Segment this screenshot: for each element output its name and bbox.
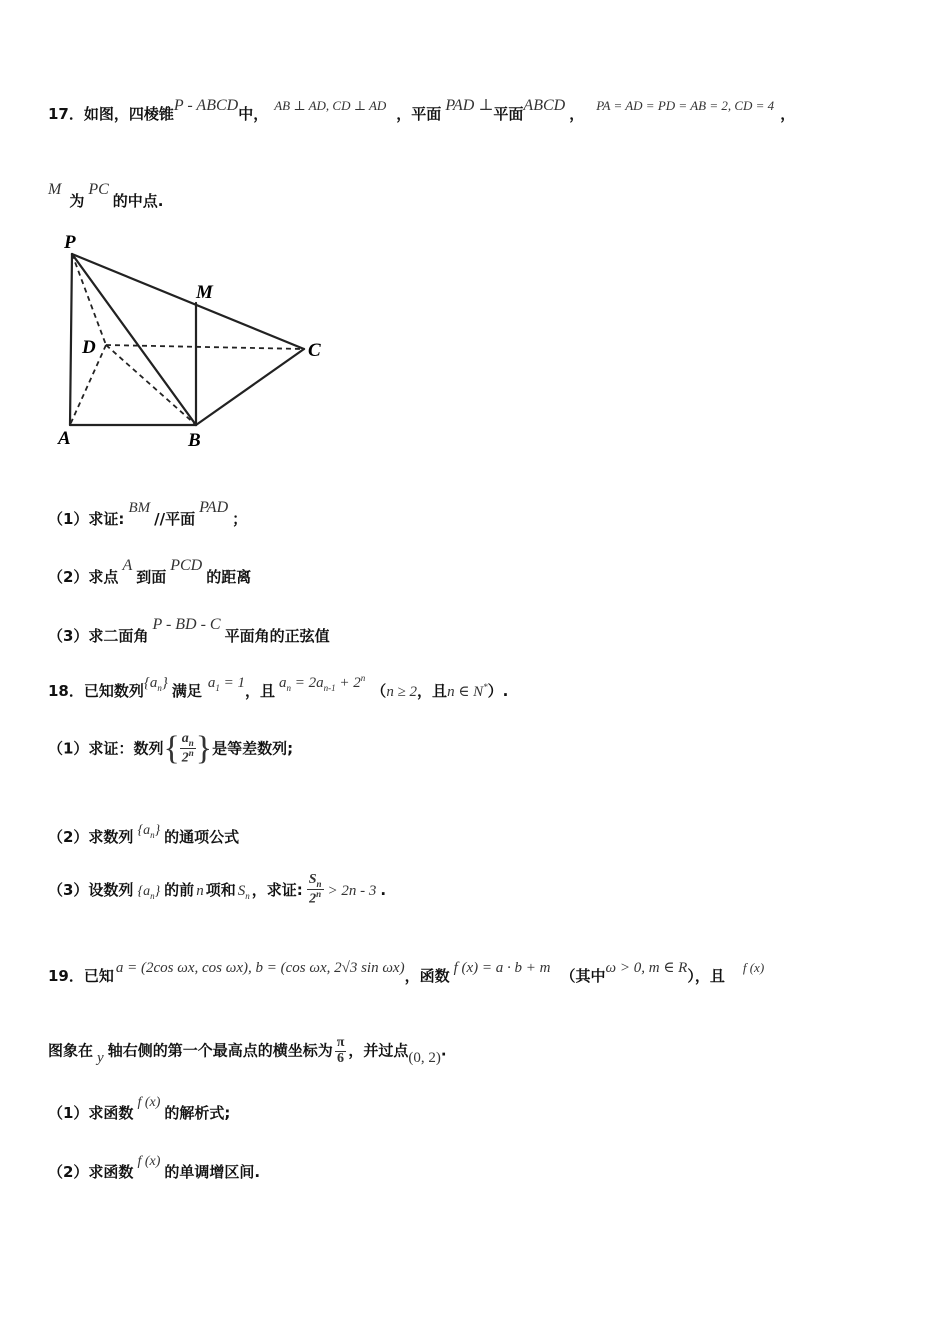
q18-cond2-text: n ∈ N	[447, 684, 484, 700]
q18-rec-sub: n-1	[323, 683, 336, 693]
q17-text: ，	[780, 105, 796, 123]
label-d: D	[82, 337, 96, 358]
q18-text: ）.	[487, 682, 509, 700]
q19-text: 轴右侧的第一个最高点的横坐标为	[107, 1041, 333, 1060]
q18-text: ，且	[245, 682, 276, 700]
q18-part2-seq-sub: n	[150, 829, 155, 840]
q18-part3-num: S	[308, 872, 317, 887]
q18-text: 的通项公式	[164, 828, 240, 846]
q17-part3	[48, 613, 330, 645]
q17-text: //平面	[154, 510, 196, 528]
q18-part1-den: 2	[181, 750, 189, 766]
q17-text: 中，	[238, 105, 269, 123]
q18-rec-plus: + 2	[339, 675, 361, 691]
q17-part3-label: （3）求二面角	[48, 627, 149, 645]
q19-line1	[48, 960, 765, 986]
q19-number: 19．	[48, 967, 84, 985]
q18-text: ，且	[417, 682, 448, 700]
q18-text: （	[371, 682, 387, 700]
label-b: B	[188, 430, 201, 451]
q17-text: 平面	[493, 105, 524, 123]
q18-part3-seq: $\{a_n\}$	[137, 883, 161, 901]
q17-text: 如图，四棱锥	[83, 105, 174, 123]
q18-part3-fraction	[307, 873, 324, 908]
q17-part3-angle: P - BD - C	[152, 616, 221, 633]
q18-recurrence	[279, 675, 365, 691]
q19-vectors: a = (2cos ωx, cos ωx), b = (cos ωx, 2√3 sin ωx)	[115, 960, 405, 976]
q18-seq-a: a	[149, 675, 158, 691]
q19-text: 图象在	[48, 1041, 94, 1060]
q17-line1	[48, 97, 796, 124]
q19-part1-label: （1）求函数	[48, 1104, 134, 1122]
q17-part1-label: （1）求证:	[48, 510, 125, 528]
q18-part3-n: n	[196, 882, 204, 899]
q17-part1-bm: BM	[128, 500, 151, 516]
q18-init	[208, 675, 245, 691]
q19-part2-label: （2）求函数	[48, 1163, 134, 1181]
edge-dc	[106, 345, 304, 349]
q19-text: 已知	[83, 967, 114, 985]
q17-part2	[48, 554, 252, 586]
q19-text: 的单调增区间.	[164, 1163, 261, 1181]
q18-text: 项和	[205, 880, 236, 899]
edge-pa	[70, 254, 72, 425]
q18-part3-seq-a: a	[143, 883, 151, 899]
q18-part2-seq-a: a	[143, 823, 151, 838]
q18-part3-s: S	[237, 882, 246, 899]
q17-plane2: ABCD	[523, 97, 566, 114]
q17-perp-condition: AB ⊥ AD, CD ⊥ AD	[274, 98, 387, 113]
q19-text: 的解析式;	[164, 1104, 231, 1122]
q17-part1	[48, 496, 248, 528]
q18-part2	[48, 818, 240, 846]
edge-db	[106, 345, 196, 425]
q18-part3	[48, 873, 386, 908]
q18-text: 是等差数列;	[212, 739, 294, 758]
q17-part2-a: A	[122, 557, 133, 574]
q18-cond1: n ≥ 2	[386, 684, 418, 700]
q19-six: 6	[337, 1050, 345, 1066]
q18-init-a: a	[207, 675, 216, 691]
q17-number: 17．	[48, 105, 84, 123]
q18-part3-sn	[238, 883, 250, 899]
q18-part1-brace-close: }	[195, 730, 213, 767]
q18-init-sub: 1	[215, 683, 220, 693]
q18-text: 的前	[164, 880, 195, 899]
q19-text: （其中	[560, 967, 606, 985]
label-m: M	[196, 282, 213, 303]
q17-text: 为	[69, 192, 85, 210]
q18-init-val: = 1	[223, 675, 246, 691]
q19-part2-fx: f (x)	[137, 1154, 161, 1169]
q18-part1-den-exp: n	[188, 747, 194, 758]
label-a: A	[58, 428, 71, 449]
q18-text: 满足	[171, 682, 202, 700]
q18-rec-exp: n	[360, 673, 366, 683]
q17-text: ，	[569, 105, 585, 123]
q17-text: 平面角的正弦值	[224, 627, 330, 645]
edge-bc	[196, 349, 304, 425]
q17-part2-label: （2）求点	[48, 568, 119, 586]
q18-part1	[48, 730, 293, 768]
q19-part1	[48, 1090, 231, 1122]
q18-rec-lhs: a	[279, 675, 287, 691]
q17-line2	[48, 178, 164, 210]
q17-text: 到面	[136, 568, 167, 586]
q18-part1-label: （1）求证：数列	[48, 739, 164, 758]
q18-text: ，求证:	[251, 880, 303, 899]
q17-text: 的中点.	[112, 192, 164, 210]
q19-fraction	[335, 1036, 347, 1066]
q19-part1-fx: f (x)	[137, 1095, 161, 1110]
edge-pd	[72, 254, 106, 345]
q18-rec-mid: = 2a	[294, 675, 324, 691]
q18-part3-rhs: > 2n - 3	[327, 882, 377, 899]
q19-line2	[48, 1036, 447, 1066]
q18-seq: $\{a_n\}$	[143, 675, 168, 693]
q18-part1-brace-open: {	[163, 730, 180, 767]
q18-part2-seq: $\{a_n\}$	[137, 823, 161, 840]
q17-pyramid: P - ABCD	[173, 97, 239, 114]
q18-part3-label: （3）设数列	[48, 880, 134, 899]
q18-cond2-sup: *	[483, 682, 488, 692]
q18-part1-num: a	[181, 730, 189, 746]
q19-part2	[48, 1149, 261, 1181]
q18-part2-label: （2）求数列	[48, 828, 134, 846]
q19-text: ，并过点	[348, 1041, 409, 1060]
q17-point-m: M	[48, 181, 62, 198]
q17-text: 的距离	[206, 568, 252, 586]
q19-point: (0, 2)	[408, 1049, 441, 1066]
q17-plane1: PAD ⊥	[445, 97, 494, 114]
q19-function: f (x) = a · b + m	[453, 960, 551, 976]
label-c: C	[308, 340, 321, 361]
q19-text: ），且	[687, 967, 725, 985]
q18-number: 18．	[48, 682, 84, 700]
q19-fx: f (x)	[742, 960, 765, 975]
q18-part1-num-sub: n	[188, 737, 194, 748]
q17-seg-pc: PC	[88, 181, 109, 198]
q19-condition: ω > 0, m ∈ R	[605, 960, 688, 976]
q18-rec-sub-n: n	[286, 683, 292, 693]
q18-seq-sub: n	[157, 683, 162, 693]
q18-line1	[48, 673, 509, 702]
q17-part2-pcd: PCD	[170, 557, 203, 574]
q19-pi: π	[336, 1035, 345, 1050]
q18-part3-den: 2	[309, 891, 317, 907]
q17-pyramid-figure	[50, 228, 350, 453]
q18-part3-seq-sub: n	[150, 890, 155, 901]
q19-text: ，函数	[404, 967, 450, 985]
q18-text: 已知数列	[83, 682, 144, 700]
q18-part3-s-sub: n	[245, 890, 250, 901]
label-p: P	[64, 232, 76, 253]
q17-text: ，平面	[396, 105, 442, 123]
q17-part1-pad: PAD	[199, 499, 229, 516]
q17-lengths: PA = AD = PD = AB = 2, CD = 4	[596, 98, 775, 113]
q17-text: ；	[232, 510, 248, 528]
q19-text: .	[440, 1041, 447, 1060]
q18-part1-fraction	[180, 732, 196, 767]
q18-part3-den-exp: n	[316, 889, 322, 900]
q19-y: y	[97, 1049, 104, 1066]
q18-part3-num-sub: n	[316, 878, 322, 889]
q18-text: .	[380, 880, 387, 899]
q18-cond2	[447, 684, 488, 700]
